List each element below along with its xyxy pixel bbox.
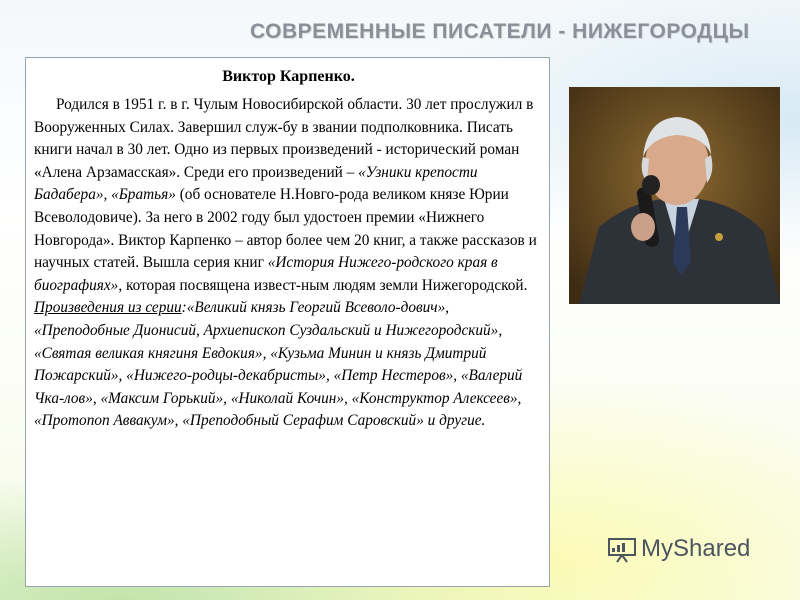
bio-italic-2: «История Нижего-родского края в биографиях» bbox=[34, 254, 498, 294]
biography-text-box bbox=[25, 57, 550, 587]
bio-text-1: Родился в 1951 г. в г. Чулым Новосибирской области. 30 лет прослужил в Вооруженных Силах. Завершил служ-бу в звании подполковника. Писать книги начал в 30 лет. Одно из первых произведений - исторический роман «Алена Арзамасская». Среди его произведений – bbox=[34, 96, 534, 181]
portrait-illustration bbox=[569, 87, 780, 304]
series-label: Произведения из серии bbox=[34, 299, 182, 317]
series-list: :«Великий князь Георгий Всеволо-дович», «Преподобные Дионисий, Архиепископ Суздальский и Нижегородский», «Святая великая княгиня Евдокия», «Кузьма Минин и князь Дмитрий Пожарский», «Нижего-родцы-декабристы», «Петр Нестеров», «Валерий Чка-лов», «Максим Горький», «Николай Кочин», «Конструктор Алексеев», «Протопоп Аввакум», «Преподобный Серафим Саровский» и другие. bbox=[34, 299, 523, 430]
myshared-watermark bbox=[607, 535, 750, 563]
presentation-icon bbox=[607, 535, 637, 563]
works-paragraph bbox=[34, 297, 543, 433]
bio-text-3: , которая посвящена извест-ным людям земли Нижегородской. bbox=[118, 276, 528, 294]
bio-italic-1: «Узники крепости Бадабера», «Братья» bbox=[34, 163, 478, 204]
slide-title: СОВРЕМЕННЫЕ ПИСАТЕЛИ - НИЖЕГОРОДЦЫ bbox=[250, 20, 750, 43]
biography-paragraph bbox=[34, 94, 543, 297]
author-portrait-photo bbox=[569, 87, 780, 304]
bio-text-2: (об основателе Н.Новго-рода великом князе Юрии Всеволодовиче). За него в 2002 году был удостоен премии «Нижнего Новгорода». Виктор Карпенко – автор более чем 20 книг, а также рассказов и научных статей. Вышла серия книг bbox=[34, 186, 537, 272]
author-name: Виктор Карпенко. bbox=[222, 68, 355, 85]
watermark-text: MyShared bbox=[641, 535, 751, 562]
